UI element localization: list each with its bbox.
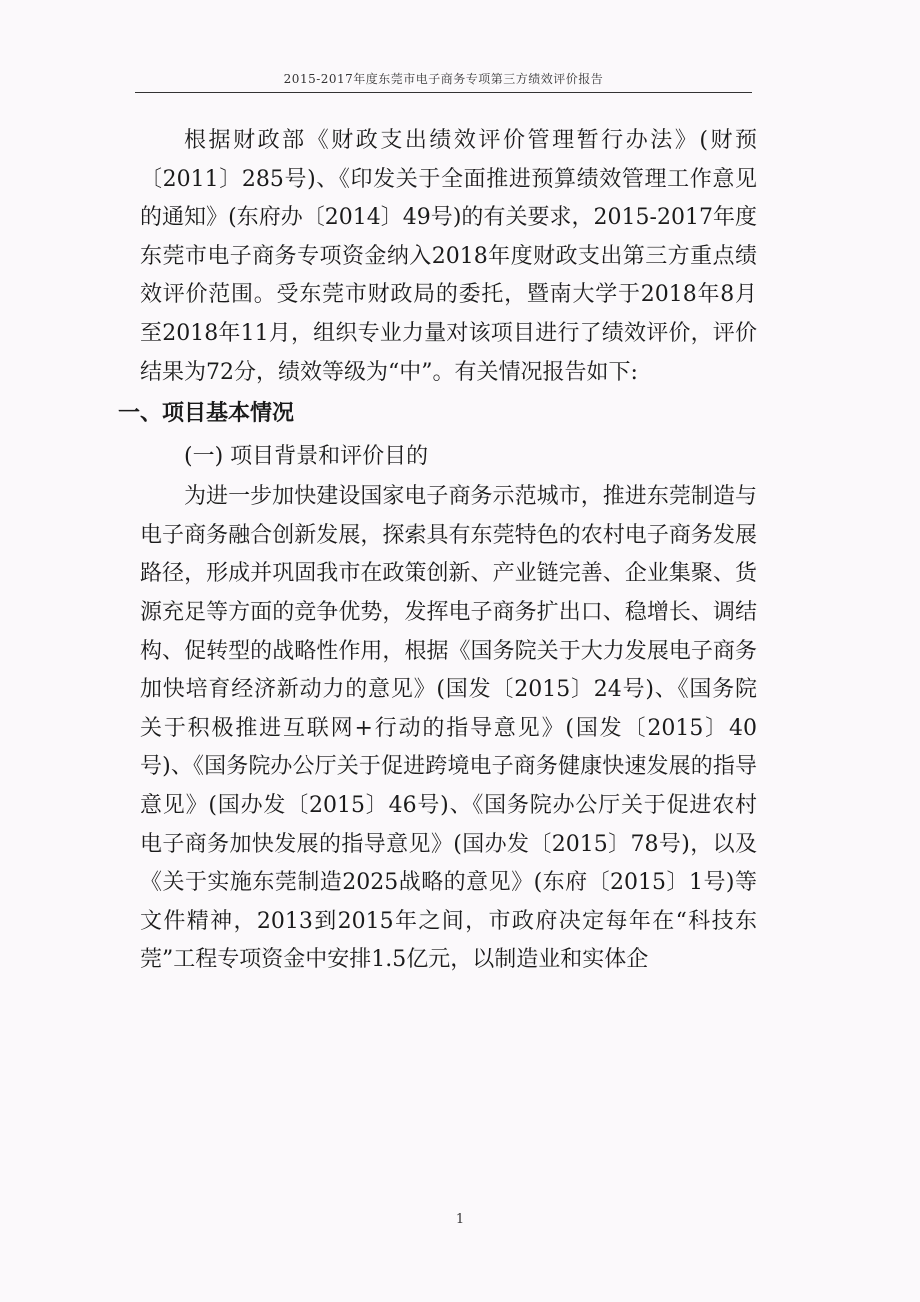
page-number: 1 [455, 1212, 465, 1227]
running-header: 2015-2017年度东莞市电子商务专项第三方绩效评价报告 [283, 72, 604, 86]
background-paragraph: 为进一步加快建设国家电子商务示范城市，推进东莞制造与电子商务融合创新发展，探索具有东莞特色的农村电子商务发展路径，形成并巩固我市在政策创新、产业链完善、企业集聚、货源充足等方面的竞争优势，发挥电子商务扩出口、稳增长、调结构、促转型的战略性作用，根据《国务院关于大力发展电子商务加快培育经济新动力的意见》(国发〔2015〕24号)、《国务院关于积极推进互联网+行动的指导意见》(国发〔2015〕40号)、《国务院办公厅关于促进跨境电子商务健康快速发展的指导意见》(国办发〔2015〕46号)、《国务院办公厅关于促进农村电子商务加快发展的指导意见》(国办发〔2015〕78号)，以及《关于实施东莞制造2025战略的意见》(东府〔2015〕1号)等文件精神，2013到2015年之间，市政府决定每年在“科技东莞”工程专项资金中安排1.5亿元，以制造业和实体企 [140, 484, 757, 973]
subsection-heading: (一) 项目背景和评价目的 [184, 444, 429, 470]
body-text [118, 122, 757, 980]
header-rule [135, 92, 752, 93]
intro-paragraph: 根据财政部《财政支出绩效评价管理暂行办法》(财预〔2011〕285号)、《印发关于全面推进预算绩效管理工作意见的通知》(东府办〔2014〕49号)的有关要求，2015-2017年度东莞市电子商务专项资金纳入2018年度财政支出第三方重点绩效评价范围。受东莞市财政局的委托，暨南大学于2018年8月至2018年11月，组织专业力量对该项目进行了绩效评价，评价结果为72分，绩效等级为“中”。有关情况报告如下: [140, 128, 757, 385]
section-heading: 一、项目基本情况 [118, 401, 295, 427]
